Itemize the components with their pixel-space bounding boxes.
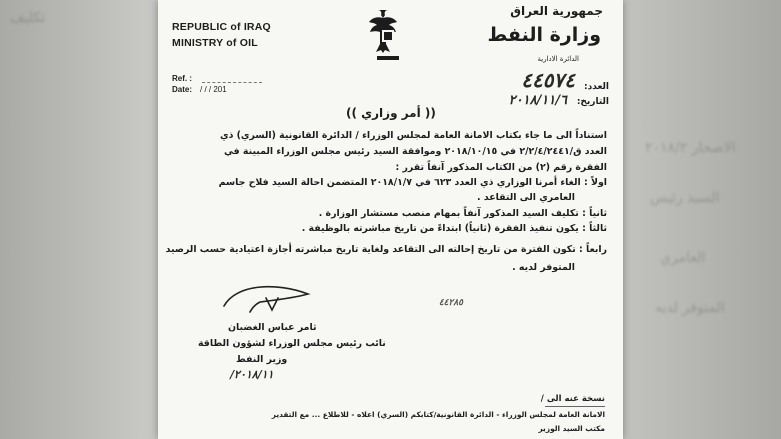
handwritten-signature [216,280,316,320]
body-line-2: العدد ق/٢/٢/٤/٢٤٤١ في ٢٠١٨/١٠/١٥ وموافقة السيد رئيس مجلس الوزراء المبينة في [224,146,607,157]
item-3: ثالثاً : يكون تنفيذ الفقرة (ثانياً) ابتداءً من تاريخ مباشرته بالوظيفة . [301,223,607,234]
date-ar-label: التاريخ: [576,97,609,107]
header-country-ar: جمهورية العراق [510,4,603,18]
stamp-number: ٤٤٢٨٥ [438,298,463,308]
item-4-line-1: رابعاً : تكون الفترة من تاريخ إحالته الى التقاعد ولغاية تاريخ مباشرته أجازة اعتيادية حسب الرصيد [165,244,607,255]
item-4-line-2: المتوفر لديه . [512,262,575,273]
background-ghost-text: الاصحار ٢٠١٨/٢ [645,140,736,156]
header-department-ar: الدائرة الادارية [537,55,579,63]
header-ministry-en: MINISTRY of OIL [172,37,258,49]
copies-heading: نسخة عنه الى / [540,394,605,404]
item-2: ثانياً : تكليف السيد المذكور آنفاً بمهام منصب مستشار الوزارة . [318,208,607,219]
item-1-line-1: اولاً : الغاء أمرنا الوزاري ذي العدد ٦٢٣ في ٢٠١٨/١/٧ المتضمن احالة السيد فلاح جاسم [218,177,607,188]
document-number: ٤٤٥٧٤ [521,68,575,92]
iraq-eagle-emblem-icon [368,4,408,62]
official-document [158,0,623,439]
ref-line [202,82,262,83]
body-line-1: استناداً الى ما جاء بكتاب الامانة العامة لمجلس الوزراء / الدائرة القانونية (السري) ذي [219,130,607,141]
background-ghost-text: تكليف [10,10,45,26]
number-label: العدد: [584,82,609,92]
document-date: ٢٠١٨/١١/٦ [508,93,567,108]
header-country-en: REPUBLIC of IRAQ [172,21,271,33]
copies-underline [545,406,605,407]
signatory-title-2: وزير النفط [236,354,288,365]
header-ministry-ar: وزارة النفط [487,24,601,46]
background-ghost-text: العامري [660,250,706,266]
date-label: Date: [172,85,193,94]
item-1-line-2: العامري الى التقاعد . [477,192,575,203]
body-line-3: الفقرة رقم (٢) من الكتاب المذكور آنفاً تقرر : [395,162,607,173]
signatory-title-1: نائب رئيس مجلس الوزراء لشؤون الطاقة [198,338,386,349]
date-blank: / / / 201 [200,85,227,94]
ref-label: Ref. : [172,74,192,83]
signatory-name: ثامر عباس الغضبان [228,322,317,333]
background-ghost-text: السيد رئيس [650,190,720,206]
copies-line-2: مكتب السيد الوزير [538,424,605,433]
signature-date: ٢٠١٨/١١/ [230,368,274,381]
copies-line-1: الامانة العامة لمجلس الوزراء - الدائرة القانونية/كتابكم (السري) اعلاه - للاطلاع ... مع التقدير [271,410,605,419]
document-title: (( أمر وزاري )) [346,106,436,120]
background-ghost-text: المتوفر لديه [655,300,725,316]
